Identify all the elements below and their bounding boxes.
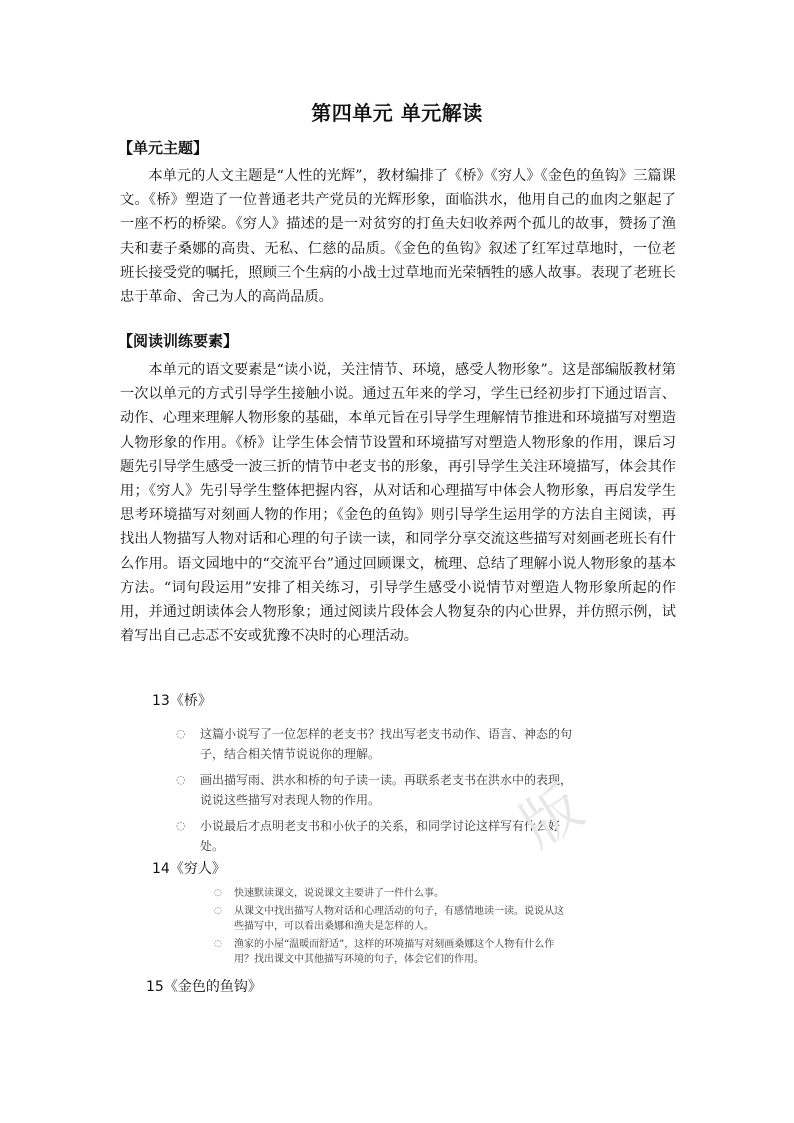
section-heading-theme: 【单元主题】 <box>118 139 209 157</box>
theme-paragraph: 本单元的人文主题是“人性的光辉”，教材编排了《桥》《穷人》《金色的鱼钩》三篇课文。《桥》塑造了一位普通老共产党员的光辉形象，面临洪水，他用自己的血肉之躯起了一座不朽的桥梁。《穷人》描述的是一对贫穷的打鱼夫妇收养两个孤儿的故事，赞扬了渔夫和妻子桑娜的高贵、无私、仁慈的品质。《金色的鱼钩》叙述了红军过草地时，一位老班长接受党的嘱托，照顾三个生病的小战士过草地而光荣牺牲的感人故事。表现了老班长忠于革命、舍己为人的高尚品质。 <box>120 168 676 306</box>
lesson-14-questions <box>214 886 570 970</box>
question-text: 画出描写雨、洪水和桥的句子读一读。再联系老支书在洪水中的表现，说说这些描写对表现人物的作用。 <box>200 773 573 807</box>
question-item <box>176 816 576 856</box>
question-text: 渔家的小屋“温暖而舒适”，这样的环境描写对刻画桑娜这个人物有什么作用？找出课文中其他描写环境的句子，体会它们的作用。 <box>234 939 555 965</box>
page-title: 第四单元 单元解读 <box>311 101 483 125</box>
question-item <box>214 886 570 901</box>
question-item <box>214 937 570 967</box>
question-text: 这篇小说写了一位怎样的老支书？找出写老支书动作、语言、神态的句子，结合相关情节说说你的理解。 <box>200 727 573 761</box>
lesson-14-label: 14《穷人》 <box>152 861 226 877</box>
circle-bullet-icon: ◌ <box>214 906 222 916</box>
question-text: 小说最后才点明老支书和小伙子的关系，和同学讨论这样写有什么好处。 <box>200 819 561 853</box>
question-text: 快速默读课文，说说课文主要讲了一件什么事。 <box>234 888 444 899</box>
circle-bullet-icon: ◌ <box>176 727 186 740</box>
circle-bullet-icon: ◌ <box>214 939 222 949</box>
circle-bullet-icon: ◌ <box>176 773 186 786</box>
section-heading-reading-elements: 【阅读训练要素】 <box>118 332 239 350</box>
circle-bullet-icon: ◌ <box>214 888 222 898</box>
question-item <box>176 724 576 764</box>
question-item <box>214 904 570 934</box>
reading-elements-paragraph: 本单元的语文要素是“读小说，关注情节、环境，感受人物形象”。这是部编版教材第一次以单元的方式引导学生接触小说。通过五年来的学习，学生已经初步打下通过语言、动作、心理来理解人物形象的基础，本单元旨在引导学生理解情节推进和环境描写对塑造人物形象的作用。《桥》让学生体会情节设置和环境描写对塑造人物形象的作用，课后习题先引导学生感受一波三折的情节中老支书的形象，再引导学生关注环境描写，体会其作用；《穷人》先引导学生整体把握内容，从对话和心理描写中体会人物形象，再启发学生思考环境描写对刻画人物的作用；《金色的鱼钩》则引导学生运用学的方法自主阅读，再找出人物描写人物对话和心理的句子读一读，和同学分享交流这些描写对刻画老班长有什么作用。语文园地中的“交流平台”通过回顾课文，梳理、总结了理解小说人物形象的基本方法。“词句段运用”安排了相关练习，引导学生感受小说情节对塑造人物形象所起的作用，并通过朗读体会人物形象；通过阅读片段体会人物复杂的内心世界，并仿照示例，试着写出自己忐忑不安或犹豫不决时的心理活动。 <box>120 362 676 645</box>
watermark: 版 <box>509 772 595 861</box>
question-text: 从课文中找出描写人物对话和心理活动的句子，有感情地读一读。说说从这些描写中，可以看出桑娜和渔夫是怎样的人。 <box>234 906 564 932</box>
circle-bullet-icon: ◌ <box>176 819 186 832</box>
lesson-15-label: 15《金色的鱼钩》 <box>146 979 262 995</box>
lesson-13-label: 13《桥》 <box>152 693 212 709</box>
